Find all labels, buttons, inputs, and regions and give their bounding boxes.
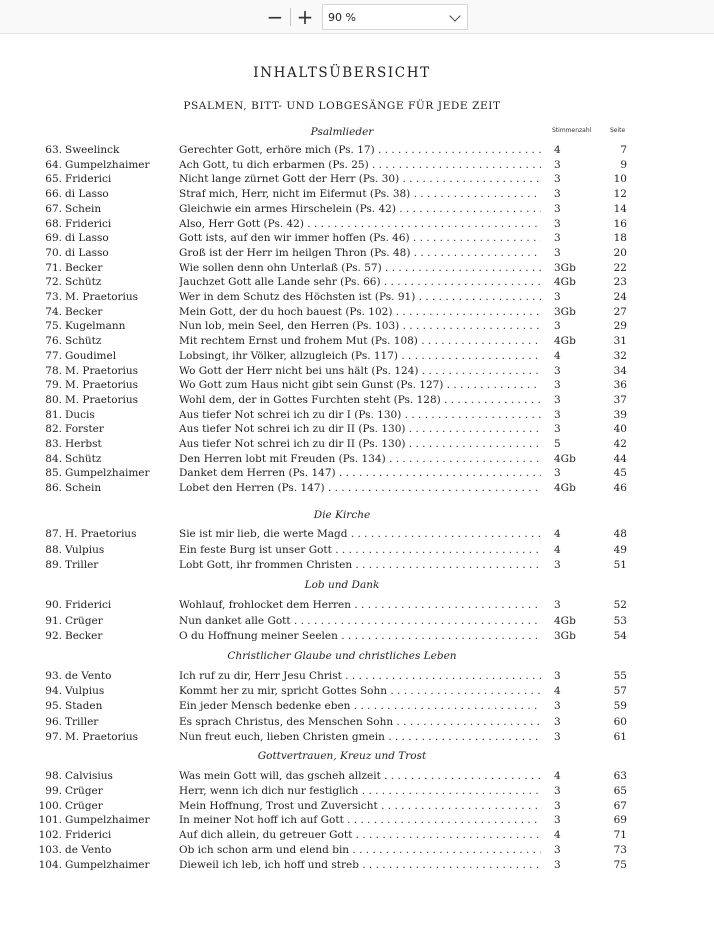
entry-title: Kommt her zu mir, spricht Gottes Sohn . . . (179, 684, 541, 699)
entry-voices: 3 (554, 814, 561, 827)
entry-number: 74. (45, 305, 62, 318)
entry-voices: 4Gb (554, 482, 576, 495)
entry-page: 49 (613, 543, 627, 556)
entry-number: 89. (45, 559, 62, 571)
entry-voices: 3 (554, 559, 561, 571)
entry-voices: 3 (554, 202, 561, 215)
entry-composer: Schein (65, 202, 102, 215)
zoom-in-button[interactable] (292, 4, 318, 30)
entry-title: Straf mich, Herr, nicht im Eifermut (Ps. 38) . . . (179, 187, 541, 202)
toc-entry (0, 349, 714, 364)
entry-voices: 3 (554, 173, 561, 186)
entry-voices: 3 (554, 217, 561, 230)
entry-number: 68. (45, 217, 62, 230)
entry-number: 79. (45, 379, 62, 392)
toc-entry (0, 364, 714, 379)
entry-composer: Herbst (65, 438, 102, 450)
entry-title: Wer in dem Schutz des Höchsten ist (Ps. 91) . . . (179, 290, 541, 305)
entry-voices: 4 (554, 543, 561, 556)
toc-entry (0, 187, 714, 202)
entry-page: 51 (613, 559, 627, 571)
entry-page: 24 (613, 291, 627, 303)
entry-number: 103. (38, 844, 62, 856)
toc-entry (0, 408, 714, 423)
entry-composer: Gumpelzhaimer (65, 158, 150, 171)
toc-entry (0, 143, 714, 158)
entry-number: 64. (45, 158, 62, 171)
entry-voices: 3 (554, 844, 561, 856)
entry-number: 100. (38, 799, 62, 812)
section-heading: Die Kirche (313, 509, 371, 521)
entry-page: 10 (613, 173, 627, 186)
toc-entry (0, 669, 714, 684)
toc-entry (0, 334, 714, 349)
minus-icon: − (266, 5, 284, 29)
entry-number: 77. (45, 349, 62, 362)
entry-title: Nun lob, mein Seel, den Herren (Ps. 103) . . . (179, 319, 541, 334)
entry-title: Sie ist mir lieb, die werte Magd . . . (179, 527, 541, 542)
toc-entry (0, 769, 714, 784)
toc-entry (0, 305, 714, 320)
entry-page: 7 (620, 144, 627, 156)
toc-entry (0, 858, 714, 873)
entry-number: 66. (45, 188, 62, 201)
entry-composer: de Vento (65, 844, 112, 856)
entry-title: Groß ist der Herr im heilgen Thron (Ps. 48) . . . (179, 246, 541, 261)
entry-title: Wohl dem, der in Gottes Furchten steht (Ps. 128) . . . (179, 393, 541, 408)
entry-number: 63. (45, 144, 62, 156)
chevron-down-icon (449, 10, 460, 21)
entry-number: 91. (45, 614, 62, 627)
entry-title: Lobsingt, ihr Völker, allzugleich (Ps. 117) . . . (179, 349, 541, 364)
entry-voices: 3 (554, 291, 561, 303)
entry-page: 54 (613, 630, 627, 642)
entry-number: 97. (45, 730, 62, 743)
entry-composer: Goudimel (65, 349, 117, 362)
toc-entry (0, 684, 714, 699)
entry-composer: Crüger (65, 784, 103, 797)
entry-composer: Schein (65, 482, 102, 495)
entry-page: 52 (613, 599, 627, 611)
entry-page: 46 (613, 482, 627, 495)
zoom-out-button[interactable] (262, 4, 288, 30)
toc-entry (0, 261, 714, 276)
document-page (0, 34, 714, 926)
entry-number: 93. (45, 670, 62, 682)
entry-page: 16 (613, 217, 627, 230)
voices-column-header: Stimmenzahl (552, 127, 592, 134)
entry-composer: Friderici (65, 829, 112, 842)
entry-title: Ich ruf zu dir, Herr Jesu Christ . . . (179, 669, 541, 684)
entry-title: Mit rechtem Ernst und frohem Mut (Ps. 108) . . . (179, 334, 541, 349)
entry-composer: Crüger (65, 799, 103, 812)
toc-entry (0, 202, 714, 217)
entry-number: 75. (45, 320, 62, 333)
entry-voices: 4Gb (554, 614, 576, 627)
entry-voices: 3 (554, 715, 561, 728)
entry-page: 48 (613, 528, 627, 540)
entry-page: 69 (613, 814, 627, 827)
section-heading: Gottvertrauen, Kreuz und Trost (257, 750, 427, 762)
toc-entry (0, 481, 714, 496)
entry-voices: 4 (554, 829, 561, 842)
entry-composer: di Lasso (65, 246, 109, 259)
entry-title: Den Herren lobt mit Freuden (Ps. 134) . . . (179, 452, 541, 467)
entry-page: 39 (613, 408, 627, 421)
entry-voices: 3 (554, 670, 561, 682)
entry-page: 60 (613, 715, 627, 728)
entry-voices: 3 (554, 700, 561, 713)
section-heading: Christlicher Glaube und christliches Leben (227, 650, 457, 662)
toc-entry (0, 378, 714, 393)
entry-page: 32 (613, 349, 627, 362)
viewer-toolbar (0, 0, 714, 34)
toc-entry (0, 217, 714, 232)
entry-composer: M. Praetorius (65, 379, 139, 392)
entry-number: 102. (38, 829, 62, 842)
entry-title: Herr, wenn ich dich nur festiglich . . . (179, 784, 541, 799)
toc-entry (0, 784, 714, 799)
entry-composer: Friderici (65, 599, 112, 611)
entry-composer: Schütz (65, 452, 102, 465)
entry-composer: Triller (65, 559, 99, 571)
entry-composer: M. Praetorius (65, 364, 139, 377)
toc-entry (0, 527, 714, 542)
entry-page: 14 (613, 202, 627, 215)
entry-title: Gerechter Gott, erhöre mich (Ps. 17) . . . (179, 143, 541, 158)
entry-composer: Schütz (65, 335, 102, 348)
entry-voices: 3 (554, 158, 561, 171)
toc-entry (0, 319, 714, 334)
entry-voices: 3Gb (554, 261, 576, 274)
entry-page: 40 (613, 423, 627, 436)
entry-composer: Gumpelzhaimer (65, 858, 150, 871)
entry-title: Es sprach Christus, des Menschen Sohn . . . (179, 715, 541, 730)
entry-number: 101. (38, 814, 62, 827)
entry-voices: 3 (554, 393, 561, 406)
entry-voices: 3 (554, 730, 561, 743)
entry-title: Wie sollen denn ohn Unterlaß (Ps. 57) . . . (179, 261, 541, 276)
entry-number: 94. (45, 685, 62, 698)
entry-composer: Friderici (65, 217, 112, 230)
entry-title: Was mein Gott will, das gscheh allzeit . . . (179, 769, 541, 784)
entry-title: Jauchzet Gott alle Lande sehr (Ps. 66) . . . (179, 275, 541, 290)
entry-number: 71. (45, 261, 62, 274)
entry-composer: Becker (65, 630, 103, 642)
entry-number: 92. (45, 630, 62, 642)
entry-voices: 3 (554, 467, 561, 480)
entry-title: Mein Hoffnung, Trost und Zuversicht . . . (179, 799, 541, 814)
entry-composer: Gumpelzhaimer (65, 814, 150, 827)
toc-entry (0, 614, 714, 629)
entry-page: 29 (613, 320, 627, 333)
entry-number: 88. (45, 543, 62, 556)
entry-number: 69. (45, 232, 62, 245)
entry-title: Wohlauf, frohlocket dem Herren . . . (179, 598, 541, 613)
entry-voices: 3 (554, 858, 561, 871)
toc-entry (0, 813, 714, 828)
entry-title: Ein feste Burg ist unser Gott . . . (179, 543, 541, 558)
entry-voices: 3 (554, 799, 561, 812)
entry-composer: Schütz (65, 276, 102, 289)
entry-title: Danket dem Herren (Ps. 147) . . . (179, 466, 541, 481)
entry-title: Wo Gott zum Haus nicht gibt sein Gunst (Ps. 127) . . . (179, 378, 541, 393)
entry-page: 57 (613, 685, 627, 698)
entry-voices: 4 (554, 349, 561, 362)
entry-voices: 4Gb (554, 452, 576, 465)
entry-number: 85. (45, 467, 62, 480)
toc-entry (0, 393, 714, 408)
entry-voices: 4 (554, 144, 561, 156)
toc-entry (0, 246, 714, 261)
entry-voices: 4Gb (554, 276, 576, 289)
entry-title: Lobt Gott, ihr frommen Christen . . . (179, 558, 541, 573)
entry-composer: M. Praetorius (65, 730, 139, 743)
entry-voices: 3 (554, 364, 561, 377)
entry-number: 95. (45, 700, 62, 713)
entry-title: Aus tiefer Not schrei ich zu dir II (Ps. 130) . . . (179, 437, 541, 452)
entry-voices: 5 (554, 438, 561, 450)
entry-page: 12 (613, 188, 627, 201)
entry-number: 104. (38, 858, 62, 871)
entry-number: 99. (45, 784, 62, 797)
entry-title: O du Hoffnung meiner Seelen . . . (179, 629, 541, 644)
entry-number: 86. (45, 482, 62, 495)
entry-page: 42 (613, 438, 627, 450)
entry-composer: Crüger (65, 614, 103, 627)
entry-composer: H. Praetorius (65, 528, 137, 540)
entry-page: 23 (613, 276, 627, 289)
entry-composer: Vulpius (65, 685, 105, 698)
entry-page: 36 (613, 379, 627, 392)
page-title: INHALTSÜBERSICHT (253, 65, 431, 81)
entry-number: 78. (45, 364, 62, 377)
entry-voices: 3 (554, 423, 561, 436)
section-heading: Psalmlieder (310, 126, 374, 138)
toc-entry (0, 715, 714, 730)
entry-number: 87. (45, 528, 62, 540)
entry-page: 75 (613, 858, 627, 871)
entry-page: 22 (613, 261, 627, 274)
entry-page: 73 (613, 844, 627, 856)
entry-composer: Friderici (65, 173, 112, 186)
entry-page: 37 (613, 393, 627, 406)
entry-page: 20 (613, 246, 627, 259)
entry-page: 31 (613, 335, 627, 348)
entry-number: 90. (45, 599, 62, 611)
entry-composer: Vulpius (65, 543, 105, 556)
toc-entry (0, 799, 714, 814)
toc-entry (0, 437, 714, 452)
zoom-level-select[interactable] (322, 4, 468, 30)
page-column-header: Seite (610, 127, 626, 134)
toc-entry (0, 231, 714, 246)
toc-entry (0, 158, 714, 173)
entry-composer: Ducis (65, 408, 95, 421)
toc-entry (0, 543, 714, 558)
toc-entry (0, 843, 714, 858)
section-heading: Lob und Dank (304, 579, 380, 591)
entry-number: 72. (45, 276, 62, 289)
entry-title: Auf dich allein, du getreuer Gott . . . (179, 828, 541, 843)
toc-entry (0, 598, 714, 613)
page-subtitle: PSALMEN, BITT- UND LOBGESÄNGE FÜR JEDE ZEIT (183, 100, 501, 112)
entry-page: 71 (613, 829, 627, 842)
entry-composer: Staden (65, 700, 103, 713)
plus-icon: + (296, 5, 314, 29)
toc-entry (0, 558, 714, 573)
entry-title: Nicht lange zürnet Gott der Herr (Ps. 30) . . . (179, 172, 541, 187)
entry-title: Lobet den Herren (Ps. 147) . . . (179, 481, 541, 496)
entry-title: In meiner Not hoff ich auf Gott . . . (179, 813, 541, 828)
entry-number: 70. (45, 246, 62, 259)
entry-page: 61 (613, 730, 627, 743)
entry-number: 80. (45, 393, 62, 406)
entry-voices: 3Gb (554, 630, 576, 642)
entry-page: 63 (613, 770, 627, 782)
entry-title: Dieweil ich leb, ich hoff und streb . . . (179, 858, 541, 873)
entry-page: 34 (613, 364, 627, 377)
entry-page: 65 (613, 784, 627, 797)
toolbar-divider (290, 8, 291, 26)
entry-voices: 3 (554, 320, 561, 333)
entry-composer: M. Praetorius (65, 291, 139, 303)
toc-entry (0, 452, 714, 467)
entry-title: Aus tiefer Not schrei ich zu dir I (Ps. 130) . . . (179, 408, 541, 423)
toc-entry (0, 629, 714, 644)
entry-page: 9 (620, 158, 627, 171)
entry-page: 27 (613, 305, 627, 318)
toc-entry (0, 730, 714, 745)
entry-number: 82. (45, 423, 62, 436)
zoom-level-value: 90 % (328, 10, 356, 24)
entry-page: 45 (613, 467, 627, 480)
entry-voices: 3 (554, 784, 561, 797)
entry-title: Also, Herr Gott (Ps. 42) . . . (179, 217, 541, 232)
entry-title: Mein Gott, der du hoch bauest (Ps. 102) . . . (179, 305, 541, 320)
entry-title: Wo Gott der Herr nicht bei uns hält (Ps. 124) . . . (179, 364, 541, 379)
entry-title: Nun danket alle Gott . . . (179, 614, 541, 629)
entry-number: 84. (45, 452, 62, 465)
entry-page: 55 (613, 670, 627, 682)
entry-voices: 4Gb (554, 335, 576, 348)
entry-page: 59 (613, 700, 627, 713)
entry-voices: 3Gb (554, 305, 576, 318)
entry-title: Aus tiefer Not schrei ich zu dir II (Ps. 130) . . . (179, 422, 541, 437)
entry-voices: 3 (554, 232, 561, 245)
toc-entry (0, 172, 714, 187)
toc-entry (0, 275, 714, 290)
toc-entry (0, 828, 714, 843)
entry-composer: Kugelmann (65, 320, 126, 333)
entry-title: Ein jeder Mensch bedenke eben . . . (179, 699, 541, 714)
entry-composer: di Lasso (65, 188, 109, 201)
entry-composer: Becker (65, 261, 103, 274)
entry-number: 73. (45, 291, 62, 303)
entry-composer: de Vento (65, 670, 112, 682)
entry-composer: Calvisius (65, 770, 113, 782)
entry-composer: Gumpelzhaimer (65, 467, 150, 480)
entry-number: 81. (45, 408, 62, 421)
entry-composer: Becker (65, 305, 103, 318)
toc-entry (0, 466, 714, 481)
entry-title: Gleichwie ein armes Hirschelein (Ps. 42) . . . (179, 202, 541, 217)
entry-composer: di Lasso (65, 232, 109, 245)
entry-number: 83. (45, 438, 62, 450)
entry-voices: 4 (554, 770, 561, 782)
entry-title: Ob ich schon arm und elend bin . . . (179, 843, 541, 858)
entry-title: Ach Gott, tu dich erbarmen (Ps. 25) . . . (179, 158, 541, 173)
entry-voices: 4 (554, 528, 561, 540)
entry-voices: 3 (554, 188, 561, 201)
entry-voices: 4 (554, 685, 561, 698)
entry-number: 67. (45, 202, 62, 215)
entry-number: 96. (45, 715, 62, 728)
entry-page: 53 (613, 614, 627, 627)
entry-page: 67 (613, 799, 627, 812)
entry-page: 44 (613, 452, 627, 465)
toc-entry (0, 699, 714, 714)
entry-voices: 3 (554, 408, 561, 421)
entry-title: Nun freut euch, lieben Christen gmein . . . (179, 730, 541, 745)
entry-page: 18 (613, 232, 627, 245)
entry-number: 76. (45, 335, 62, 348)
entry-composer: Triller (65, 715, 99, 728)
entry-voices: 3 (554, 246, 561, 259)
toc-entry (0, 290, 714, 305)
entry-title: Gott ists, auf den wir immer hoffen (Ps. 46) . . . (179, 231, 541, 246)
entry-number: 98. (45, 770, 62, 782)
entry-voices: 3 (554, 379, 561, 392)
entry-number: 65. (45, 173, 62, 186)
entry-composer: M. Praetorius (65, 393, 139, 406)
entry-composer: Sweelinck (65, 144, 120, 156)
entry-composer: Forster (65, 423, 104, 436)
toc-entry (0, 422, 714, 437)
entry-voices: 3 (554, 599, 561, 611)
